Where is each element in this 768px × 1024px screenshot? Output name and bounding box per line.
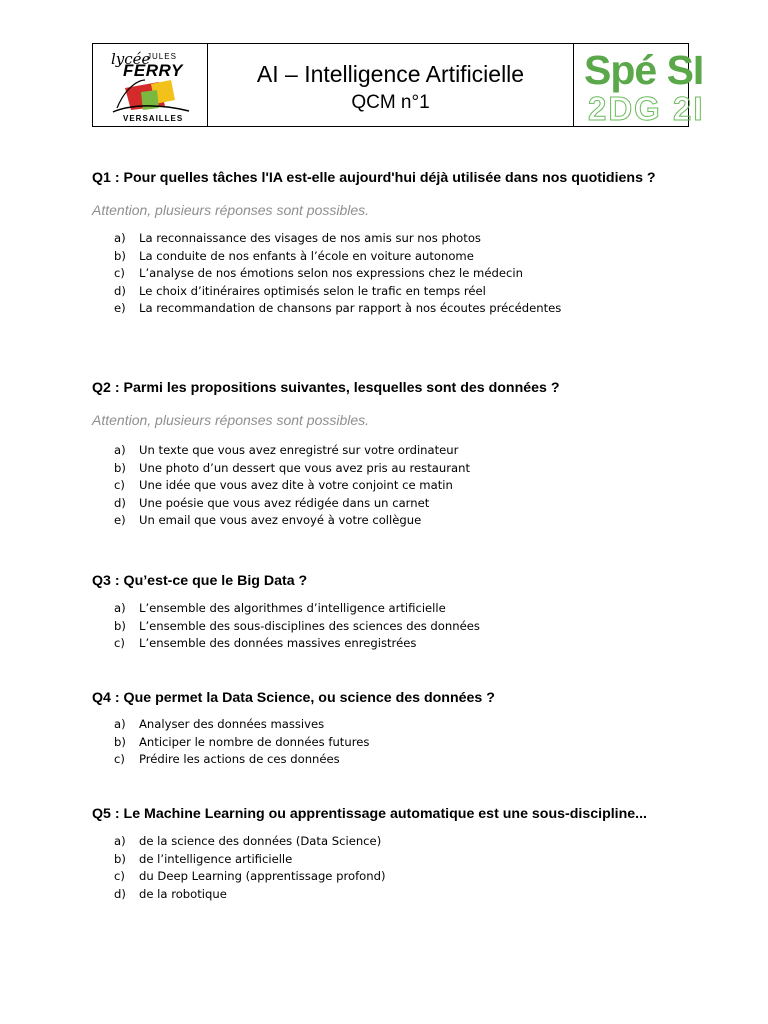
document-subtitle: QCM n°1: [351, 92, 430, 113]
answer-option: a) de la science des données (Data Science): [114, 834, 382, 848]
logo-ferry-text: FERRY: [123, 61, 183, 80]
answer-list: [92, 833, 672, 903]
answer-option: b) Anticiper le nombre de données futures: [114, 734, 370, 749]
answer-list: [92, 442, 672, 530]
question-title: Q2 : Parmi les propositions suivantes, lesquelles sont des données ?: [92, 380, 560, 396]
question-note: Attention, plusieurs réponses sont possibles.: [92, 202, 370, 218]
answer-option: c) du Deep Learning (apprentissage profond): [114, 869, 386, 883]
answer-option: a) Un texte que vous avez enregistré sur votre ordinateur: [114, 443, 459, 457]
question-title: Q1 : Pour quelles tâches l'IA est-elle aujourd'hui déjà utilisée dans nos quotidiens ?: [92, 170, 656, 186]
answer-option: b) de l’intelligence artificielle: [114, 851, 293, 866]
question-3: [92, 573, 672, 653]
answer-option: d) Une poésie que vous avez rédigée dans un carnet: [114, 495, 430, 510]
question-1: [92, 170, 672, 318]
question-2: [92, 380, 672, 530]
answer-option: d) de la robotique: [114, 886, 227, 901]
document-title: AI – Intelligence Artificielle: [256, 61, 525, 87]
answer-option: b) Une photo d’un dessert que vous avez pris au restaurant: [114, 460, 470, 475]
answer-option: e) La recommandation de chansons par rapport à nos écoutes précédentes: [114, 301, 562, 315]
answer-option: c) Une idée que vous avez dite à votre conjoint ce matin: [114, 478, 453, 492]
logo-lycee-text: lycée: [111, 50, 151, 68]
logo-city-text: VERSAILLES: [123, 114, 184, 123]
question-5: [92, 806, 672, 903]
answer-option: d) Le choix d’itinéraires optimisés selon le trafic en temps réel: [114, 283, 486, 298]
logo-building-icon: [111, 78, 191, 114]
answer-option: c) Prédire les actions de ces données: [114, 752, 340, 766]
answer-list: [92, 230, 672, 318]
spe-si-badge: [573, 44, 705, 127]
answer-option: e) Un email que vous avez envoyé à votre collègue: [114, 513, 422, 527]
document-header: [92, 43, 705, 127]
answer-option: c) L’ensemble des données massives enregistrées: [114, 636, 417, 650]
question-title: Q3 : Qu’est-ce que le Big Data ?: [92, 573, 308, 589]
question-4: [92, 690, 672, 769]
question-note: Attention, plusieurs réponses sont possibles.: [92, 412, 370, 428]
answer-option: b) La conduite de nos enfants à l’école en voiture autonome: [114, 248, 474, 263]
answer-list: [92, 716, 672, 769]
question-title: Q5 : Le Machine Learning ou apprentissage automatique est une sous-discipline...: [92, 806, 647, 822]
answer-list: [92, 600, 672, 653]
spe-si-year: 2DG 2I: [588, 90, 705, 127]
title-cell: [208, 44, 573, 126]
answer-option: b) L’ensemble des sous-disciplines des sciences des données: [114, 618, 480, 633]
answer-option: c) L’analyse de nos émotions selon nos expressions chez le médecin: [114, 266, 523, 280]
answer-option: a) L’ensemble des algorithmes d’intelligence artificielle: [114, 601, 446, 615]
answer-option: a) La reconnaissance des visages de nos amis sur nos photos: [114, 231, 481, 245]
school-logo: [93, 44, 208, 126]
question-title: Q4 : Que permet la Data Science, ou science des données ?: [92, 690, 495, 706]
spe-si-label: Spé SI: [584, 47, 704, 93]
answer-option: a) Analyser des données massives: [114, 717, 325, 731]
logo-jules-text: JULES: [147, 52, 177, 61]
